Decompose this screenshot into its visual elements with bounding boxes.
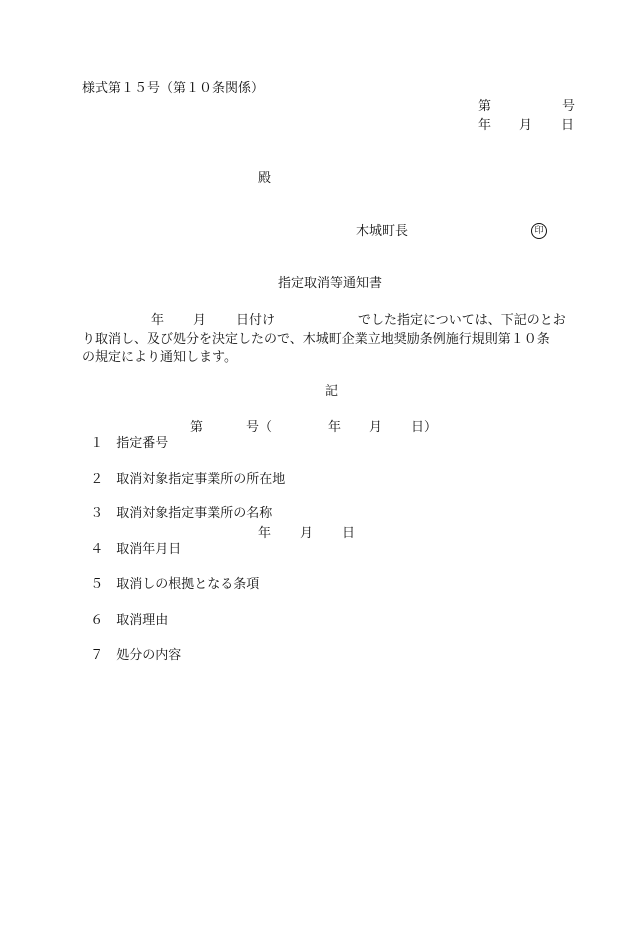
- item-label: 指定番号: [116, 436, 169, 451]
- item-number: ７: [90, 648, 104, 663]
- item1-month: 月: [369, 420, 383, 435]
- list-item: [82, 561, 259, 593]
- body-year: 年: [151, 313, 165, 328]
- date-day-label: 日: [561, 118, 575, 133]
- body-day-dated: 日付け: [236, 313, 276, 328]
- item4-year: 年: [258, 526, 272, 541]
- list-item: [82, 526, 181, 558]
- item-number: ４: [90, 542, 104, 557]
- list-item: [82, 490, 272, 522]
- list-item: [82, 597, 168, 629]
- item1-go-open: 号（: [246, 420, 273, 435]
- ki-heading: 記: [325, 384, 339, 399]
- body-line2: り取消し、及び処分を決定したので、木城町企業立地奨励条例施行規則第１０条: [82, 332, 550, 347]
- item-label: 取消しの根拠となる条項: [116, 577, 260, 592]
- item1-year: 年: [328, 420, 342, 435]
- item-label: 取消対象指定事業所の名称: [116, 506, 273, 521]
- body-month: 月: [193, 313, 207, 328]
- seal-mark: 印: [531, 223, 547, 239]
- issuer-name: 木城町長: [356, 224, 409, 239]
- item4-day: 日: [342, 526, 356, 541]
- date-month-label: 月: [519, 118, 533, 133]
- item-label: 取消対象指定事業所の所在地: [116, 472, 286, 487]
- date-year-label: 年: [478, 118, 492, 133]
- item-number: ６: [90, 613, 104, 628]
- body-line3: の規定により通知します。: [82, 350, 237, 365]
- item-number: ２: [90, 472, 104, 487]
- body-line1-rest: でした指定については、下記のとお: [358, 313, 566, 328]
- item-number: ３: [90, 506, 104, 521]
- item4-month: 月: [300, 526, 314, 541]
- item-label: 取消年月日: [116, 542, 182, 557]
- doc-number-prefix: 第: [478, 99, 492, 114]
- item-label: 処分の内容: [116, 648, 182, 663]
- item1-dai: 第: [190, 420, 204, 435]
- list-item: [82, 420, 168, 452]
- addressee-honorific: 殿: [258, 171, 272, 186]
- item1-day-close: 日）: [411, 420, 438, 435]
- doc-number-suffix: 号: [562, 99, 576, 114]
- item-number: ５: [90, 577, 104, 592]
- list-item: [82, 456, 285, 488]
- document-title: 指定取消等通知書: [278, 276, 383, 291]
- item-label: 取消理由: [116, 613, 169, 628]
- form-label: 様式第１５号（第１０条関係）: [82, 81, 265, 96]
- list-item: [82, 632, 181, 664]
- item-number: １: [90, 436, 104, 451]
